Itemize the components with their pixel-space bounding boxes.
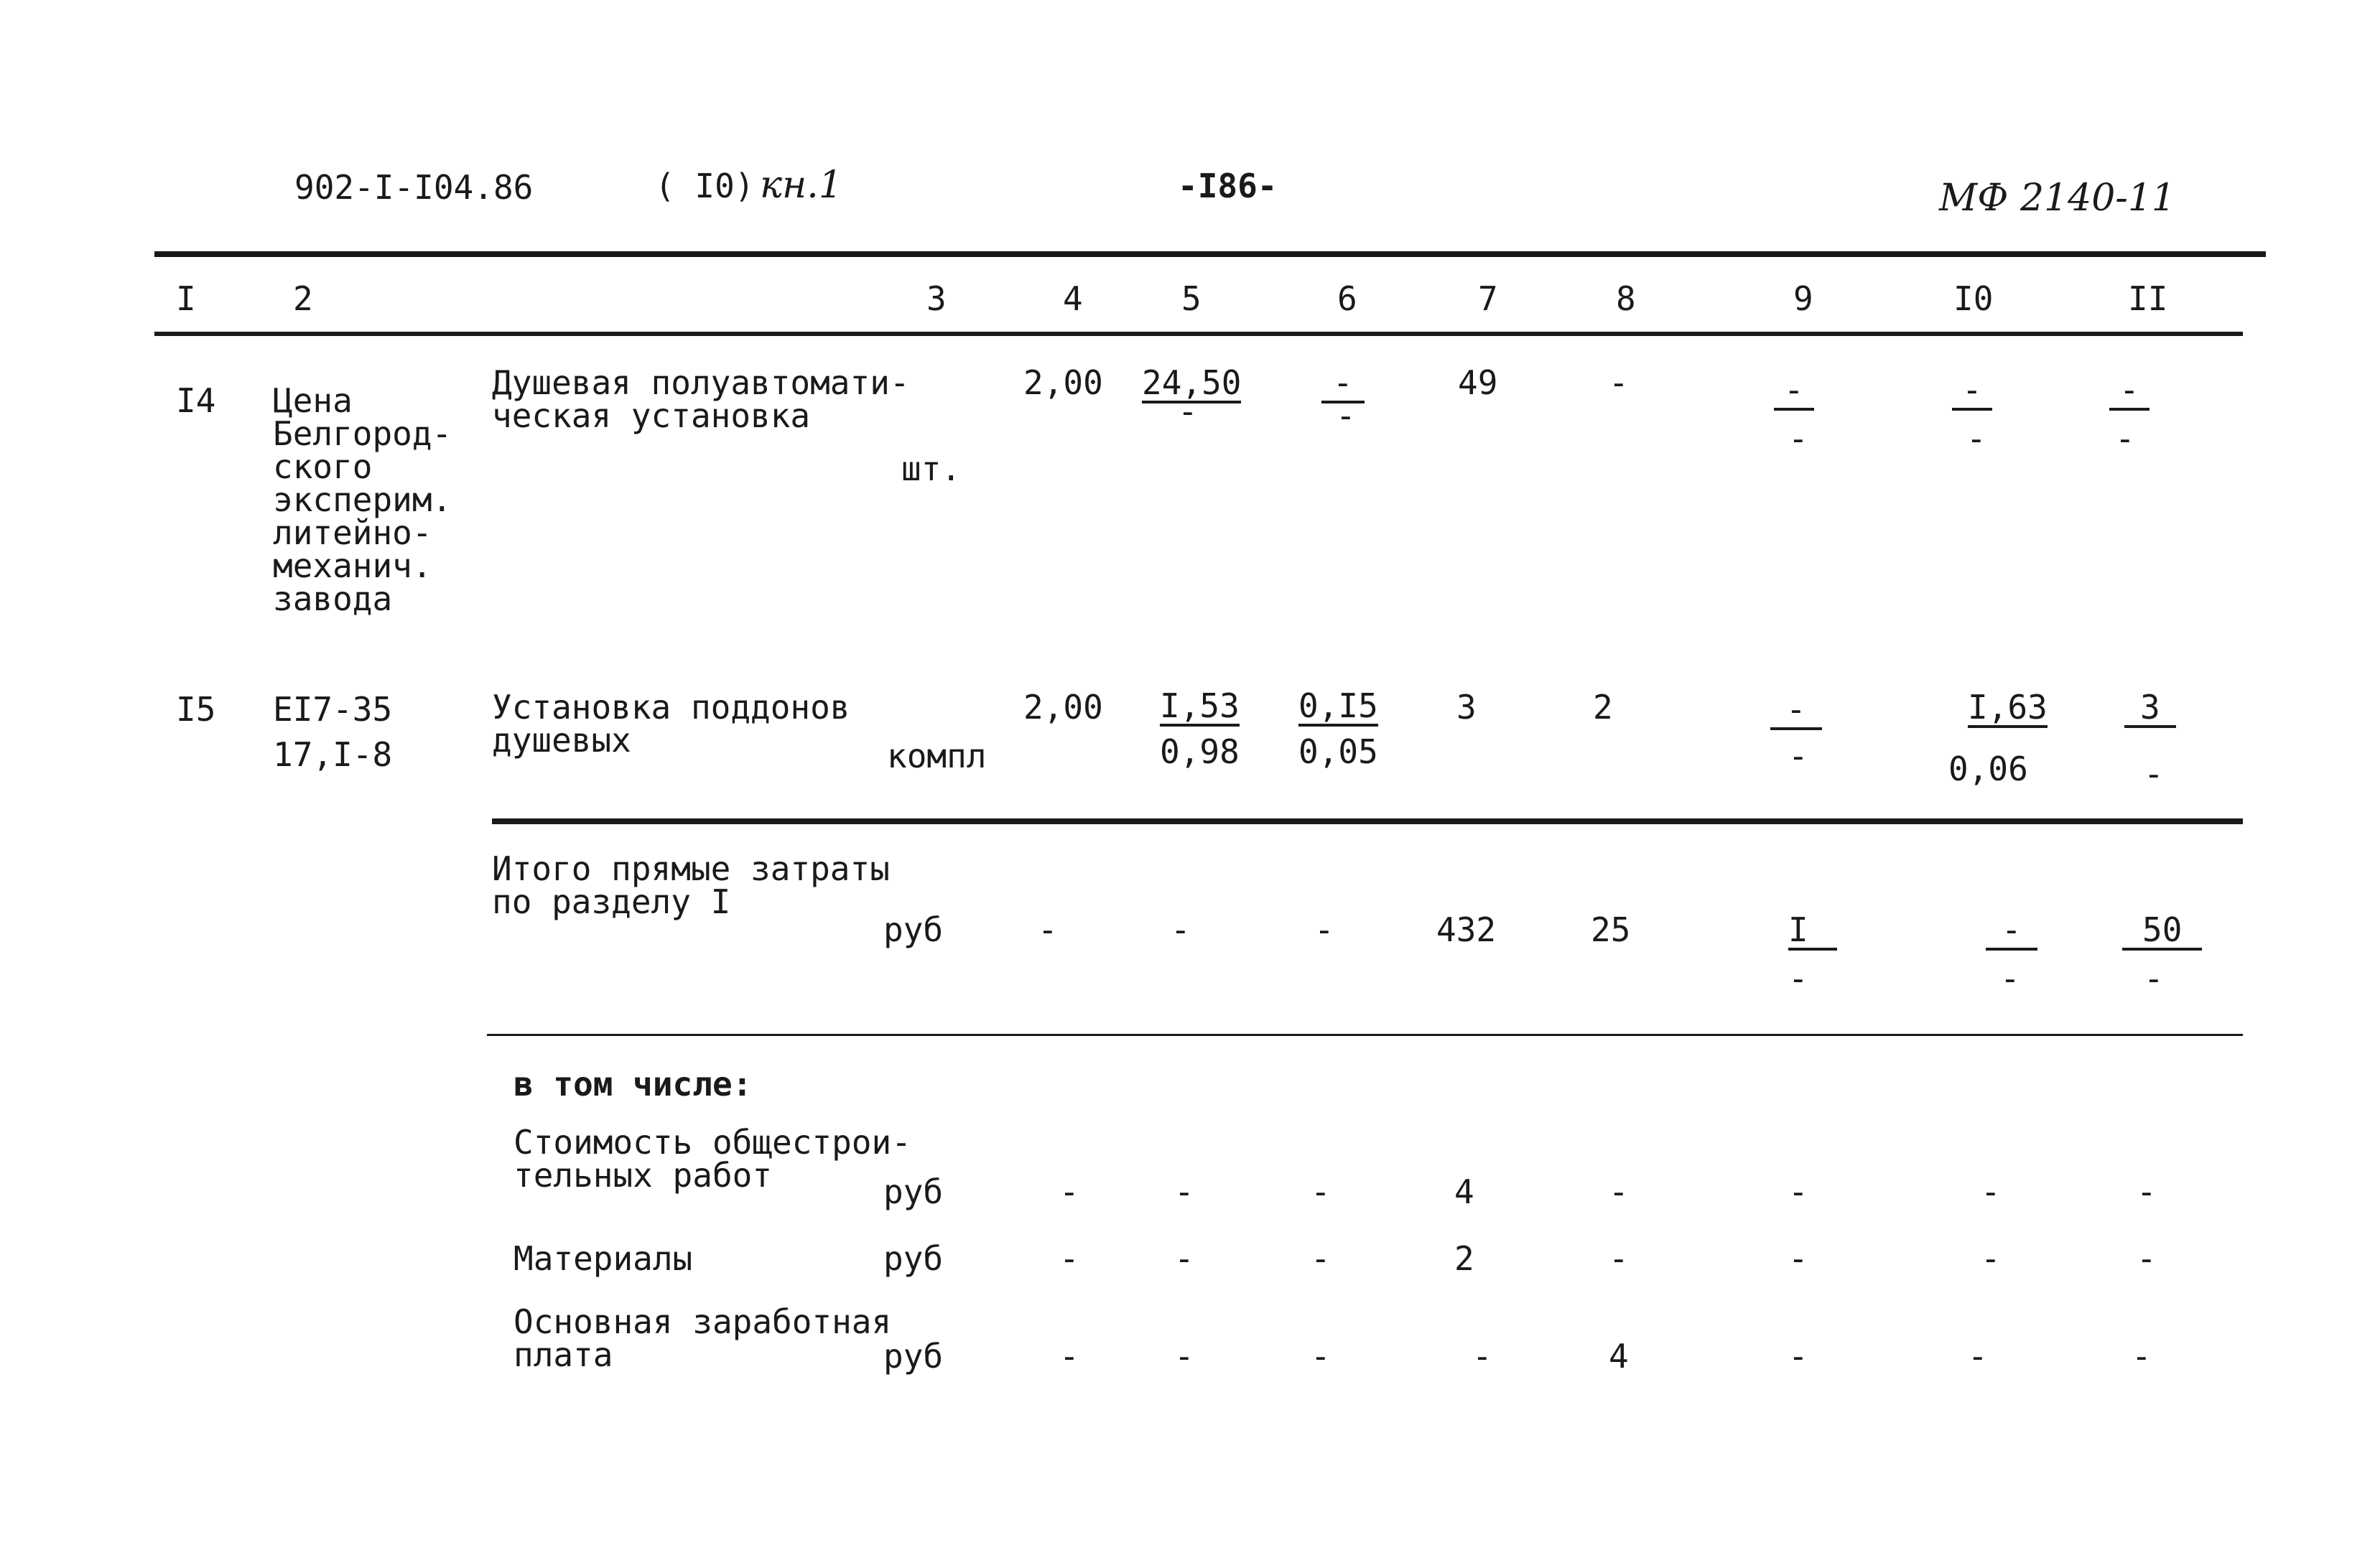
total-section-name: Итого прямые затраты по разделу I — [492, 849, 890, 921]
including-separator — [487, 1034, 2243, 1036]
row-14-c6-bottom: - — [1336, 396, 1356, 435]
col-header-10: I0 — [1953, 279, 1994, 318]
base-wage-name: Основная заработная плата — [513, 1302, 892, 1374]
total-section-c10-bottom: - — [2000, 959, 2020, 998]
base-wage-c6: - — [1311, 1337, 1331, 1376]
base-wage-c7: - — [1472, 1337, 1492, 1376]
header-rule-top — [154, 251, 2266, 257]
base-wage-c11: - — [2132, 1337, 2152, 1376]
including-label: в том числе: — [513, 1065, 753, 1103]
volume-number: ( I0) — [655, 167, 755, 205]
construction-name: Стоимость общестрои- тельных работ — [513, 1123, 911, 1195]
archive-stamp: МФ 2140-11 — [1939, 177, 2176, 220]
header-rule-bottom — [154, 332, 2243, 336]
row-15-c9-top: - — [1770, 693, 1822, 730]
base-wage-c4: - — [1059, 1337, 1079, 1376]
row-14-number: I4 — [176, 381, 216, 420]
row-15-total: 3 — [1456, 688, 1477, 727]
materials-c8: - — [1609, 1239, 1629, 1278]
row-15-basis-ref: 17,I-8 — [273, 735, 393, 774]
row-14-c10-top: - — [1952, 373, 1992, 411]
total-section-c8: 25 — [1591, 910, 1631, 949]
row-14-c9-bottom: - — [1788, 419, 1808, 458]
construction-c4: - — [1059, 1172, 1079, 1211]
col-header-11: II — [2128, 279, 2168, 318]
construction-c5: - — [1174, 1172, 1194, 1211]
row-15-number: I5 — [176, 690, 216, 729]
materials-c4: - — [1059, 1239, 1079, 1278]
row-14-c11-bottom: - — [2115, 419, 2135, 458]
row-14-price-top: 24,50 — [1142, 363, 1242, 402]
col-header-9: 9 — [1793, 279, 1813, 318]
row-15-c11-bottom: - — [2144, 755, 2164, 793]
row-14-qty: 2,00 — [1023, 363, 1103, 402]
base-wage-c9: - — [1788, 1337, 1808, 1376]
row-15-c10-bottom: 0,06 — [1948, 750, 2028, 788]
construction-c9: - — [1788, 1172, 1808, 1211]
total-section-c11-bottom: - — [2144, 959, 2164, 998]
row-15-c11-top: 3 — [2124, 691, 2176, 728]
materials-c5: - — [1174, 1239, 1194, 1278]
materials-name: Материалы — [513, 1239, 693, 1278]
row-15-name: Установка поддонов душевых — [492, 688, 850, 760]
row-15-qty: 2,00 — [1023, 688, 1103, 727]
totals-separator — [492, 818, 2243, 824]
row-14-c10-bottom: - — [1966, 419, 1986, 458]
row-15-price-bottom: 0,98 — [1160, 732, 1240, 771]
row-15-price-top: I,53 — [1160, 686, 1240, 725]
base-wage-c5: - — [1174, 1337, 1194, 1376]
row-15-basis-code: EI7-35 — [273, 690, 393, 729]
row-15-c6-bottom: 0,05 — [1298, 732, 1378, 771]
materials-c6: - — [1311, 1239, 1331, 1278]
total-section-c5: - — [1171, 910, 1191, 949]
col-header-4: 4 — [1063, 279, 1083, 318]
base-wage-c8: 4 — [1609, 1337, 1629, 1376]
total-section-c11-top: 50 — [2122, 913, 2202, 951]
construction-c7: 4 — [1454, 1172, 1474, 1211]
document-code: 902-I-I04.86 — [294, 168, 534, 207]
base-wage-unit: руб — [883, 1337, 944, 1376]
col-header-7: 7 — [1478, 279, 1498, 318]
col-header-6: 6 — [1337, 279, 1357, 318]
materials-c10: - — [1981, 1239, 2001, 1278]
col-header-1: I — [176, 279, 196, 318]
page-number: -I86- — [1178, 167, 1278, 205]
row-15-c9-bottom: - — [1788, 737, 1808, 775]
materials-c7: 2 — [1454, 1239, 1474, 1278]
col-header-2: 2 — [293, 279, 313, 318]
base-wage-c10: - — [1968, 1337, 1988, 1376]
total-section-c4: - — [1038, 910, 1058, 949]
total-section-c9-top: I — [1788, 913, 1837, 951]
materials-c11: - — [2137, 1239, 2157, 1278]
construction-c6: - — [1311, 1172, 1331, 1211]
total-section-c7: 432 — [1436, 910, 1497, 949]
row-14-total: 49 — [1458, 363, 1498, 402]
construction-c11: - — [2137, 1172, 2157, 1211]
row-14-name: Душевая полуавтомати- ческая установка — [492, 363, 910, 435]
row-15-c6-top: 0,I5 — [1298, 686, 1378, 725]
row-15-wage: 2 — [1593, 688, 1613, 727]
construction-unit: руб — [883, 1172, 944, 1211]
col-header-3: 3 — [926, 279, 947, 318]
total-section-unit: руб — [883, 910, 944, 949]
col-header-5: 5 — [1181, 279, 1202, 318]
row-14-c11-top: - — [2109, 373, 2149, 411]
total-section-c9-bottom: - — [1788, 959, 1808, 998]
row-14-c9-top: - — [1774, 373, 1814, 411]
row-14-c6-top: - — [1321, 366, 1365, 403]
total-section-c10-top: - — [1986, 913, 2037, 951]
col-header-8: 8 — [1616, 279, 1636, 318]
total-section-c6: - — [1314, 910, 1334, 949]
book-note: кн.1 — [760, 164, 842, 207]
row-15-c10-top: I,63 — [1968, 688, 2048, 727]
materials-c9: - — [1788, 1239, 1808, 1278]
row-14-price-bottom: - — [1178, 392, 1198, 431]
row-14-basis: Цена Белгород- ского эксперим. литейно- механич. завода — [273, 381, 452, 618]
materials-unit: руб — [883, 1239, 944, 1278]
construction-c8: - — [1609, 1172, 1629, 1211]
row-15-unit: компл — [887, 737, 987, 775]
construction-c10: - — [1981, 1172, 2001, 1211]
row-14-unit: шт. — [901, 449, 962, 488]
row-14-wage: - — [1609, 363, 1629, 402]
